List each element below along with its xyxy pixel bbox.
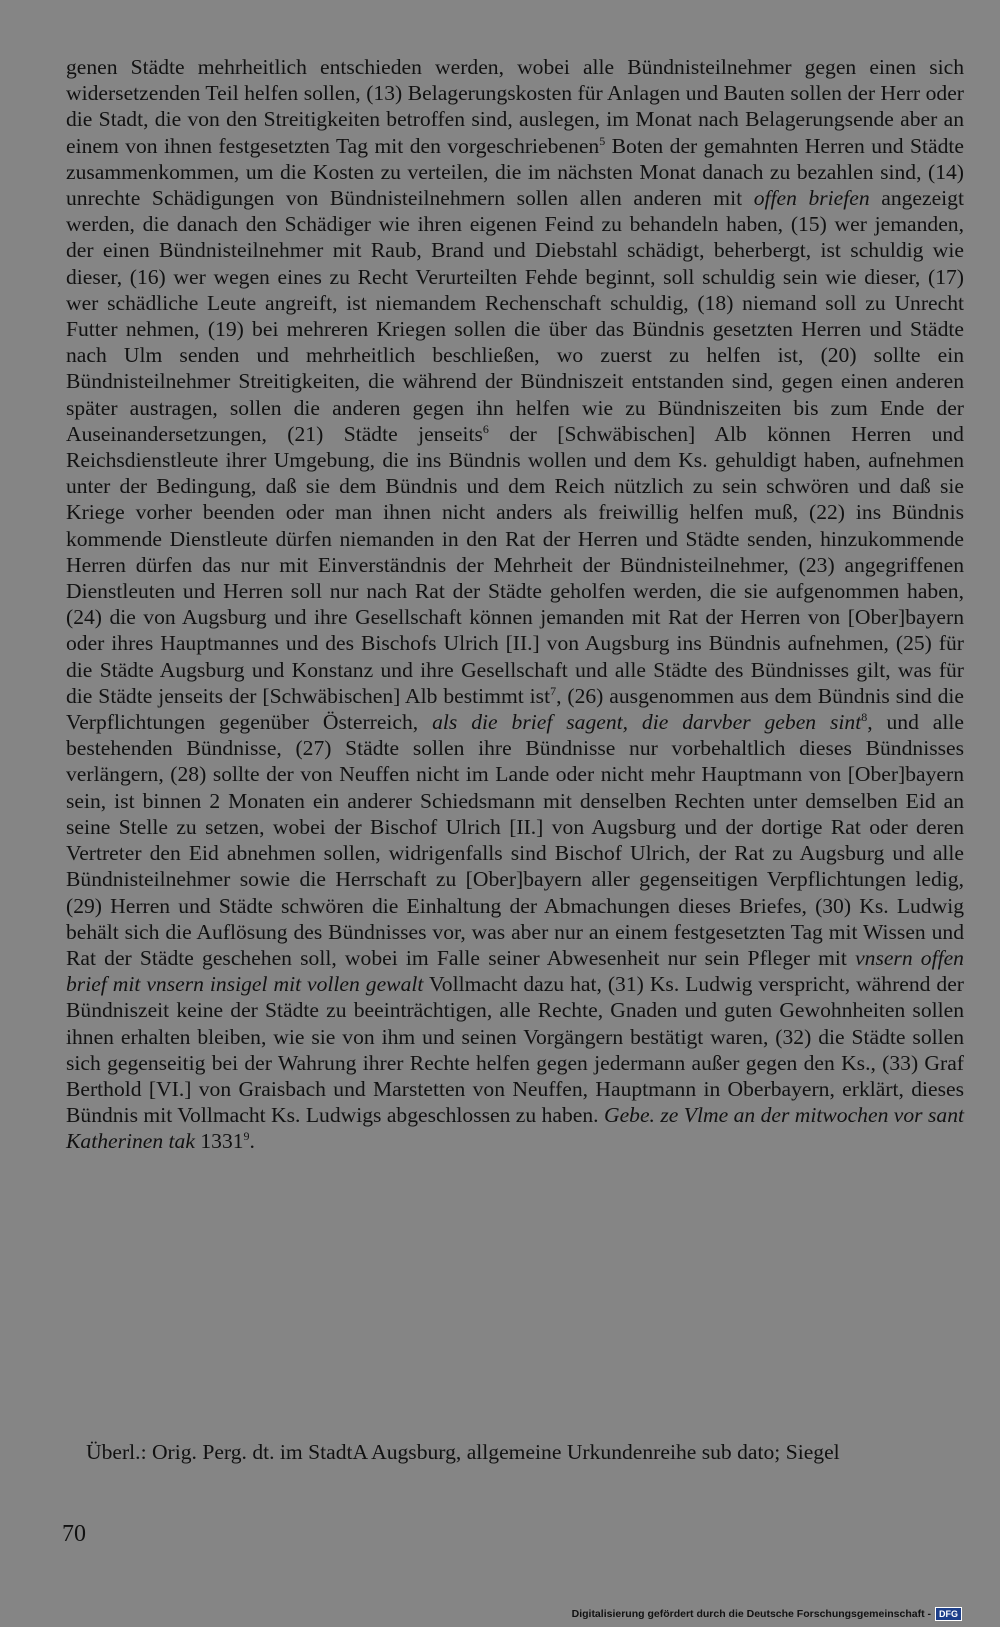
text-run: Boten der gemahnten Herren und Städte zusammenkommen, um die Kosten zu verteilen, die im nächsten Monat danach zu bezahlen sind, (14) unrechte Schädigungen von Bündnisteilnehmern sollen allen anderen mit: [66, 133, 964, 211]
transmission-note: Überl.: Orig. Perg. dt. im StadtA Augsburg, allgemeine Urkundenreihe sub dato; Siegel: [86, 1440, 840, 1464]
dfg-logo: DFG: [935, 1607, 962, 1621]
footnote-marker: 9: [243, 1129, 250, 1144]
footnote-marker: 6: [482, 421, 489, 436]
text-run: 1331: [194, 1129, 244, 1154]
text-run: .: [249, 1129, 255, 1154]
text-run: , (26) ausgenommen aus dem Bündnis sind die Verpflichtungen gegenüber Österreich,: [66, 683, 964, 735]
text-run: angezeigt werden, die danach den Schädiger wie ihren eigenen Feind zu behandeln haben, (15) wer jemanden, der einen Bündnisteilnehmer mit Raub, Brand und Diebstahl schädigt, beherbergt, ist schuldig wie dieser, (16) wer wegen eines zu Recht Verurteilten Fehde beginnt, soll schuldig sein wie dieser, (17) wer schädliche Leute angreift, ist niemandem Rechenschaft schuldig, (18) niemand soll zu Unrecht Futter nehmen, (19) bei mehreren Kriegen sollen die über das Bündnis gesetzten Herren und Städte nach Ulm senden und mehrheitlich beschließen, wo zuerst zu helfen ist, (20) sollte ein Bündnisteilnehmer Streitigkeiten, die während der Bündniszeit entstanden sind, gegen einen anderen später austragen, sollen die anderen gegen ihn helfen wie zu Bündniszeiten bis zum Ende der Auseinandersetzungen, (21) Städte jenseits: [66, 186, 964, 446]
paragraph: [66, 54, 964, 1155]
page-number: 70: [62, 1521, 86, 1547]
digitization-credit: [572, 1607, 962, 1621]
text-run: , und alle bestehenden Bündnisse, (27) Städte sollen ihre Bündnisse nur vorbehaltlich dieses Bündnisses verlängern, (28) sollte der von Neuffen nicht im Lande oder nicht mehr Hauptmann von [Ober]bayern sein, ist binnen 2 Monaten ein anderer Schiedsmann mit denselben Rechten unter demselben Eid an seine Stelle zu setzen, wobei der Bischof Ulrich [II.] von Augsburg und der dortige Rat oder deren Vertreter den Eid abnehmen sollen, widrigenfalls sind Bischof Ulrich, der Rat zu Augsburg und alle Bündnisteilnehmer sowie die Herrschaft zu [Ober]bayern aller gegenseitigen Verpflichtungen ledig, (29) Herren und Städte schwören die Einhaltung der Abmachungen dieses Briefes, (30) Ks. Ludwig behält sich die Auflösung des Bündnisses vor, was aber nur an einem festgesetzten Tag mit Wissen und Rat der Städte geschehen soll, wobei im Falle seiner Abwesenheit nur sein Pfleger mit: [66, 710, 964, 970]
footnote-marker: 5: [599, 133, 606, 148]
footnote-marker: 8: [861, 710, 868, 725]
quoted-source-text: Gebe. ze Vlme an der mitwochen vor sant Katherinen tak: [66, 1103, 964, 1154]
text-run: der [Schwäbischen] Alb können Herren und Reichsdienstleute ihrer Umgebung, die ins Bündnis wollen und dem Ks. gehuldigt haben, aufnehmen unter der Bedingung, daß sie dem Bündnis und dem Reich nützlich zu sein schwören und daß sie Kriege vorher beenden oder man ihnen nicht anders als freiwillig helfen muß, (22) ins Bündnis kommende Dienstleute dürfen niemanden in den Rat der Herren und Städte senden, hinzukommende Herren dürfen das nur mit Einverständnis der Mehrheit der Bündnisteilnehmer, (23) angegriffenen Dienstleuten und Herren soll nur nach Rat der Städte geholfen werden, die sie aufgenommen haben, (24) die von Augsburg und ihre Gesellschaft können jemanden mit Rat der Herren von [Ober]bayern oder ihres Hauptmannes und des Bischofs Ulrich [II.] von Augsburg ins Bündnis aufnehmen, (25) für die Städte Augsburg und Konstanz und ihre Gesellschaft und alle Städte des Bündnisses gilt, was für die Städte jenseits der [Schwäbischen] Alb bestimmt ist: [66, 421, 964, 708]
text-run: genen Städte mehrheitlich entschieden werden, wobei alle Bündnisteilnehmer gegen einen sich widersetzenden Teil helfen sollen, (13) Belagerungskosten für Anlagen und Bauten sollen der Herr oder die Stadt, die von den Streitigkeiten betroffen sind, auslegen, im Monat nach Belagerungsende aber an einem von ihnen festgesetzten Tag mit den vorgeschriebenen: [66, 55, 964, 158]
quoted-source-text: als die brief sagent, die darvber geben sint: [432, 710, 862, 735]
footnote-marker: 7: [550, 683, 557, 698]
quoted-source-text: vnsern offen brief mit vnsern insigel mit vollen gewalt: [66, 945, 964, 997]
credit-text: Digitalisierung gefördert durch die Deutsche Forschungsgemeinschaft -: [571, 1608, 931, 1620]
quoted-source-text: offen briefen: [753, 186, 870, 211]
text-run: Vollmacht dazu hat, (31) Ks. Ludwig verspricht, während der Bündniszeit keine der Städte zu beeinträchtigen, alle Rechte, Gnaden und guten Gewohnheiten sollen ihnen erhalten bleiben, wie sie von ihm und seinen Vorgängern bestätigt waren, (32) die Städte sollen sich gegenseitig bei der Wahrung ihrer Rechte helfen gegen jedermann außer gegen den Ks., (33) Graf Berthold [VI.] von Graisbach und Marstetten von Neuffen, Hauptmann in Oberbayern, erklärt, dieses Bündnis mit Vollmacht Ks. Ludwigs abgeschlossen zu haben.: [66, 972, 964, 1128]
regest-body-text: [66, 54, 964, 1155]
